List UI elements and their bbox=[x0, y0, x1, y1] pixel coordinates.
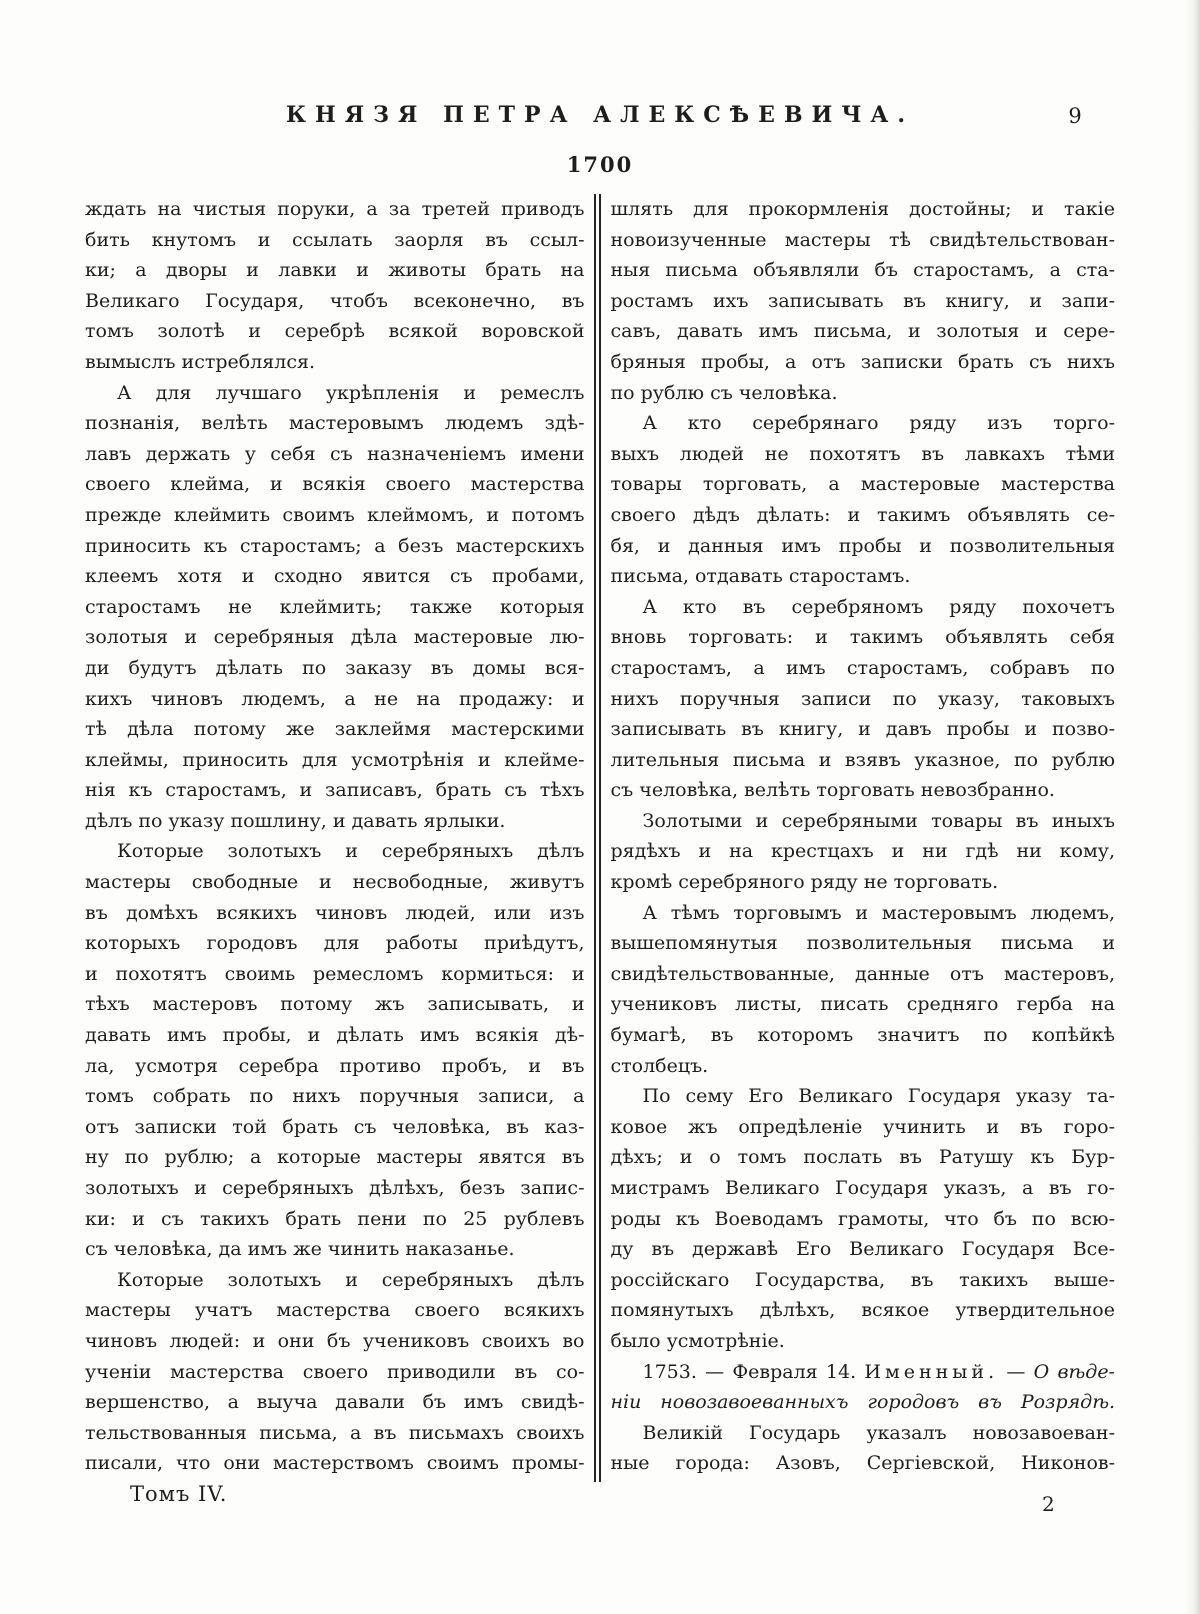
text-line: ученіи мастерства своего приводили въ со- bbox=[85, 1360, 585, 1383]
text-line: тѣ дѣла потому же заклеймя мастерскими bbox=[85, 718, 585, 741]
text-line: ныя письма объявляли бъ старостамъ, а ста- bbox=[610, 259, 1115, 282]
text-line: свидѣтельствованные, данные отъ мастеровъ, bbox=[610, 962, 1115, 985]
text-line: рядѣхъ и на крестцахъ и ни гдѣ ни кому, bbox=[610, 840, 1115, 863]
page-number: 9 bbox=[1068, 104, 1082, 128]
text-segment-normal: — bbox=[998, 1360, 1034, 1383]
text-line: вымыслъ истреблялся. bbox=[85, 350, 316, 373]
text-line: и похотятъ своимь ремесломъ кормиться: и bbox=[85, 962, 585, 985]
signature-mark: 2 bbox=[1042, 1492, 1055, 1516]
text-line: мистрамъ Великаго Государя указъ, а въ го- bbox=[610, 1177, 1115, 1199]
text-line: нія къ старостамъ, и записавъ, брать съ тѣхъ bbox=[85, 779, 585, 802]
text-line: золотыхъ и серебряныхъ дѣлѣхъ, безъ запис- bbox=[85, 1177, 585, 1199]
text-line: прежде клеймить своимъ клеймомъ, и потомъ bbox=[85, 503, 585, 526]
text-line: столбецъ. bbox=[610, 1054, 709, 1077]
text-line: товары торговать, а мастеровые мастерства bbox=[610, 473, 1115, 496]
text-line: старостамъ не клеймить; также которыя bbox=[85, 595, 585, 618]
text-line: шлять для прокормленія достойны; и такіе bbox=[610, 198, 1115, 220]
text-line: томъ собрать по нихъ поручныя записи, а bbox=[85, 1085, 585, 1108]
text-line: учениковъ листы, писать средняго герба на bbox=[610, 993, 1115, 1016]
text-line: вновь торговать: и такимъ объявлять себя bbox=[610, 626, 1115, 649]
text-line: бить кнутомъ и ссылать заорля въ ссыл- bbox=[85, 228, 585, 251]
text-segment-italic: О вѣде- bbox=[1033, 1360, 1115, 1383]
running-title: КНЯЗЯ ПЕТРА АЛЕКСѢЕВИЧА. bbox=[285, 102, 914, 128]
text-line: Которые золотыхъ и серебряныхъ дѣлъ bbox=[117, 840, 585, 863]
text-line bbox=[611, 1387, 1116, 1418]
text-line: ные города: Азовъ, Сергіевской, Никонов- bbox=[610, 1452, 1115, 1475]
text-line: мастеры свободные и несвободные, живутъ bbox=[85, 871, 585, 894]
text-line: Золотыми и серебряными товары въ иныхъ bbox=[642, 809, 1115, 832]
text-line: своего дѣдъ дѣлать: и такимъ объявлять се- bbox=[610, 503, 1115, 526]
text-line: помянутыхъ дѣлѣхъ, всякое утвердительное bbox=[610, 1299, 1115, 1322]
text-line: писали, что они мастерствомъ своимъ промы- bbox=[85, 1452, 585, 1475]
year-heading: 1700 bbox=[566, 152, 634, 177]
text-line: мастеры учатъ мастерства своего всякихъ bbox=[85, 1299, 585, 1322]
text-line: клеймы, приносить для усмотрѣнія и клейме- bbox=[85, 748, 585, 771]
text-line: своего клейма, и всякія своего мастерства bbox=[85, 473, 585, 496]
text-line: въ домѣхъ всякихъ чиновъ людей, или изъ bbox=[85, 901, 585, 924]
volume-footer: Томъ IV. bbox=[130, 1482, 228, 1506]
text-line: давать имъ пробы, и дѣлать имъ всякія дѣ- bbox=[85, 1024, 585, 1047]
text-line: бя, и данныя имъ пробы и позволительныя bbox=[610, 534, 1115, 557]
text-line: савъ, давать имъ письма, и золотыя и сере- bbox=[610, 320, 1115, 343]
text-line: было усмотрѣніе. bbox=[610, 1329, 785, 1352]
text-line: дѣхъ; и о томъ послать въ Ратушу къ Бур- bbox=[610, 1146, 1115, 1169]
text-line: ди будутъ дѣлать по заказу въ домы вся- bbox=[85, 656, 585, 679]
text-line: ростамъ ихъ записывать въ книгу, и запи- bbox=[610, 289, 1115, 312]
text-line: золотыя и серебряныя дѣла мастеровые лю- bbox=[85, 626, 585, 649]
right-column bbox=[611, 194, 1116, 1482]
text-line: выхъ людей не похотятъ въ лавкахъ тѣми bbox=[610, 442, 1115, 465]
text-line: ду въ державѣ Его Великаго Государя Все- bbox=[610, 1238, 1115, 1261]
text-line: тѣхъ мастеровъ потому жъ записывать, и bbox=[85, 993, 585, 1016]
text-line: письма, отдавать старостамъ. bbox=[610, 565, 911, 588]
text-line: приносить къ старостамъ; а безъ мастерскихъ bbox=[85, 534, 585, 557]
text-line: лительныя письма и взявъ указное, по рублю bbox=[610, 748, 1115, 771]
text-line: А кто серебрянаго ряду изъ торго- bbox=[642, 412, 1115, 435]
text-line: съ человѣка, велѣть торговать невозбранно. bbox=[610, 779, 1055, 802]
text-columns bbox=[85, 194, 1115, 1482]
text-line: роды къ Воеводамъ грамоты, что бъ по всю- bbox=[610, 1207, 1115, 1230]
text-line: съ человѣка, да имъ же чинить наказанье. bbox=[85, 1238, 515, 1261]
text-line: по рублю съ человѣка. bbox=[610, 381, 838, 404]
text-line: которыхъ городовъ для работы приѣдутъ, bbox=[85, 932, 585, 955]
text-line: бряныя пробы, а отъ записки брать съ нихъ bbox=[610, 350, 1115, 373]
text-line: отъ записки той брать съ человѣка, въ каз- bbox=[85, 1115, 585, 1138]
text-line: чиновъ людей: и они бъ учениковъ своихъ во bbox=[85, 1329, 585, 1352]
text-line bbox=[611, 1357, 1116, 1388]
text-line: Великій Государь указалъ новозавоеван- bbox=[642, 1421, 1115, 1444]
text-line: кихъ чиновъ людемъ, а не на продажу: и bbox=[85, 687, 585, 710]
text-line: ну по рублю; а которые мастеры явятся въ bbox=[85, 1146, 585, 1169]
text-line: А кто въ серебряномъ ряду похочетъ bbox=[642, 595, 1115, 618]
text-line: лавъ держать у себя съ назначеніемъ имени bbox=[85, 442, 585, 465]
text-line: ла, усмотря серебра противо пробъ, и въ bbox=[85, 1054, 585, 1077]
text-segment-spaced: Именный. bbox=[864, 1360, 999, 1383]
text-line: тельствованныя письма, а въ письмахъ своихъ bbox=[85, 1421, 585, 1444]
text-line: нихъ поручныя записи по указу, таковыхъ bbox=[610, 687, 1115, 710]
text-line: Которые золотыхъ и серебряныхъ дѣлъ bbox=[117, 1268, 585, 1291]
text-line: ждать на чистыя поруки, а за третей приводъ bbox=[85, 198, 585, 220]
text-line: А тѣмъ торговымъ и мастеровымъ людемъ, bbox=[642, 901, 1115, 924]
text-line: томъ золотѣ и серебрѣ всякой воровской bbox=[85, 320, 585, 343]
text-line: По сему Его Великаго Государя указу та- bbox=[642, 1085, 1115, 1108]
column-divider bbox=[594, 194, 601, 1482]
text-line: ки: и съ такихъ брать пени по 25 рублевъ bbox=[85, 1207, 585, 1230]
text-line: клеемъ хотя и сходно явится съ пробами, bbox=[85, 565, 585, 588]
text-line: кромѣ серебряного ряду не торговать. bbox=[610, 871, 999, 894]
text-line: ки; а дворы и лавки и животы брать на bbox=[85, 259, 585, 282]
text-line: бумагѣ, въ которомъ значитъ по копѣйкѣ bbox=[610, 1024, 1115, 1047]
text-line: вышепомянутыя позволительныя письма и bbox=[610, 932, 1115, 955]
left-column bbox=[85, 194, 585, 1482]
text-segment-italic: ніи новозавоеванныхъ городовъ въ Розрядѣ. bbox=[610, 1391, 1115, 1414]
text-line: Великаго Государя, чтобъ всеконечно, въ bbox=[85, 289, 585, 312]
text-line: старостамъ, а имъ старостамъ, собравъ по bbox=[610, 656, 1115, 679]
text-line: познанія, велѣть мастеровымъ людемъ здѣ- bbox=[85, 412, 585, 435]
text-line: записывать въ книгу, и давъ пробы и позво- bbox=[610, 718, 1115, 741]
text-segment-normal: 1753. — Февраля 14. bbox=[642, 1360, 865, 1383]
text-line: вершенство, а выуча давали бъ имъ свидѣ- bbox=[85, 1391, 585, 1414]
text-line: А для лучшаго укрѣпленія и ремеслъ bbox=[117, 381, 585, 404]
text-line: ковое жъ опредѣленіе учинить и въ горо- bbox=[610, 1115, 1115, 1138]
text-line: дѣлъ по указу пошлину, и давать ярлыки. bbox=[85, 809, 506, 832]
text-line: россійскаго Государства, въ такихъ выше- bbox=[610, 1268, 1115, 1291]
text-line: новоизученные мастеры тѣ свидѣтельствован- bbox=[610, 228, 1115, 251]
